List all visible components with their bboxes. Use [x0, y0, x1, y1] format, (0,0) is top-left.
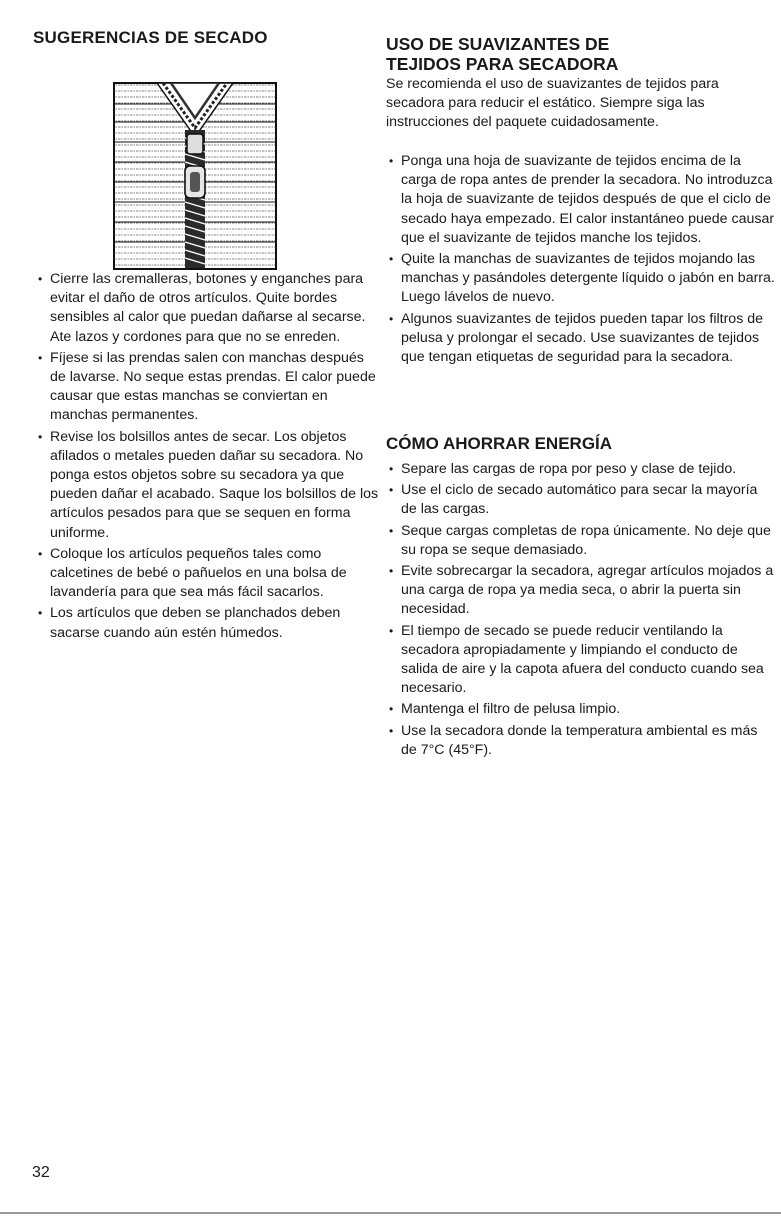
- list-item: • Use el ciclo de secado automático para secar la mayoría de las cargas.: [386, 481, 776, 519]
- bottom-rule: [0, 1212, 781, 1214]
- list-item: • Algunos suavizantes de tejidos pueden tapar los filtros de pelusa y prolongar el secado. Use suavizantes de tejidos que tengan etiquetas de seguridad para la secadora.: [386, 310, 776, 368]
- softener-intro-text: Se recomienda el uso de suavizantes de tejidos para secadora para reducir el estático. Siempre siga las instrucciones del paquete cuidadosamente.: [386, 76, 719, 130]
- list-item: • Evite sobrecargar la secadora, agregar artículos mojados a una carga de ropa ya media seca, o abrir la puerta sin necesidad.: [386, 562, 776, 620]
- drying-tips-list: [35, 270, 379, 645]
- section-heading-drying-tips: SUGERENCIAS DE SECADO: [33, 28, 268, 47]
- list-item: • Revise los bolsillos antes de secar. Los objetos afilados o metales pueden dañar su secadora. No ponga estos objetos sobre su secadora ya que pueden dañar el acabado. Saque los bolsillos de los artículos pesados para que se sequen en forma uniforme.: [35, 428, 379, 543]
- page-number: 32: [32, 1164, 50, 1181]
- heading-line: TEJIDOS PARA SECADORA: [386, 54, 619, 74]
- list-item: • El tiempo de secado se puede reducir ventilando la secadora apropiadamente y limpiando el conducto de salida de aire y la capota afuera del conducto cuando sea necesario.: [386, 622, 776, 699]
- list-item: • Separe las cargas de ropa por peso y clase de tejido.: [386, 460, 776, 479]
- section-heading-fabric-softeners: [386, 34, 766, 74]
- zipper-icon: [113, 82, 277, 270]
- softener-list: [386, 152, 776, 369]
- section-heading-save-energy: CÓMO AHORRAR ENERGÍA: [386, 434, 613, 453]
- list-item: • Fíjese si las prendas salen con manchas después de lavarse. No seque estas prendas. El calor puede causar que estas manchas se conviertan en manchas permanentes.: [35, 349, 379, 426]
- list-item: • Cierre las cremalleras, botones y enganches para evitar el daño de otros artículos. Quite bordes sensibles al calor que puedan dañarse al secarse. Ate lazos y cordones para que no se enreden.: [35, 270, 379, 347]
- list-item: • Coloque los artículos pequeños tales como calcetines de bebé o pañuelos en una bolsa de lavandería para que sea más fácil sacarlos.: [35, 545, 379, 603]
- list-item: • Use la secadora donde la temperatura ambiental es más de 7°C (45°F).: [386, 722, 776, 760]
- list-item: • Seque cargas completas de ropa únicamente. No deje que su ropa se seque demasiado.: [386, 522, 776, 560]
- list-item: • Ponga una hoja de suavizante de tejidos encima de la carga de ropa antes de prender la secadora. No introduzca la hoja de suavizante de tejidos después de que el ciclo de secado haya empezado. El calor instantáneo puede causar que el suavizante de tejidos manche los tejidos.: [386, 152, 776, 248]
- list-item: • Mantenga el filtro de pelusa limpio.: [386, 700, 776, 719]
- list-item: • Quite la manchas de suavizantes de tejidos mojando las manchas y pasándoles detergente líquido o jabón en barra. Luego lávelos de nuevo.: [386, 250, 776, 308]
- energy-tips-list: [386, 460, 776, 762]
- heading-line: USO DE SUAVIZANTES DE: [386, 34, 610, 54]
- list-item: • Los artículos que deben se planchados deben sacarse cuando aún estén húmedos.: [35, 604, 379, 642]
